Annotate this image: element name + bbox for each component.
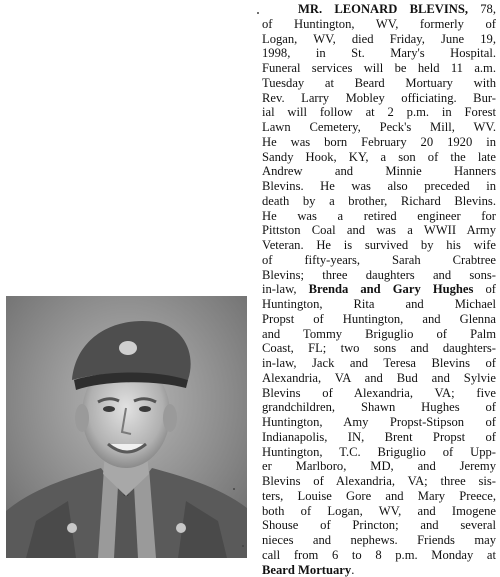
obituary-line: Blevins. He was also preceded in — [262, 179, 496, 194]
obituary-line: Rev. Larry Mobley officiating. Bur- — [262, 91, 496, 106]
obituary-line: Beard Mortuary. — [262, 563, 496, 577]
obituary-line: of fifty-years, Sarah Crabtree — [262, 253, 496, 268]
obituary-line: Funeral services will be held 11 a.m. — [262, 61, 496, 76]
print-speck — [257, 12, 259, 14]
obituary-line: Blevins of Alexandria, VA; five — [262, 386, 496, 401]
portrait-soldier-image — [6, 296, 247, 558]
obituary-line: Shouse of Princton; and several — [262, 518, 496, 533]
obituary-line: Pittston Coal and was a WWII Army — [262, 223, 496, 238]
obituary-line: He was a retired engineer for — [262, 209, 496, 224]
print-speck — [242, 545, 244, 547]
obituary-line: and Tommy Briguglio of Palm — [262, 327, 496, 342]
obituary-line: of Huntington, WV, formerly of — [262, 17, 496, 32]
print-speck — [233, 488, 235, 490]
obituary-line: Coast, FL; two sons and daughters- — [262, 341, 496, 356]
obituary-line: Logan, WV, died Friday, June 19, — [262, 32, 496, 47]
obituary-line: Alexandria, VA and Bud and Sylvie — [262, 371, 496, 386]
obituary-line: Blevins of Alexandria, VA; three sis- — [262, 474, 496, 489]
obituary-line: death by a brother, Richard Blevins. — [262, 194, 496, 209]
obituary-line: ters, Louise Gore and Mary Preece, — [262, 489, 496, 504]
obituary-line: Huntington, Amy Propst-Stipson of — [262, 415, 496, 430]
obituary-photo — [6, 296, 247, 558]
obituary-line: Indianapolis, IN, Brent Propst of — [262, 430, 496, 445]
obituary-line: in-law, Jack and Teresa Blevins of — [262, 356, 496, 371]
obituary-line: Blevins; three daughters and sons- — [262, 268, 496, 283]
obituary-line: call from 6 to 8 p.m. Monday at — [262, 548, 496, 563]
mortuary-name: Beard Mortuary — [262, 563, 351, 577]
obituary-line: Veteran. He is survived by his wife — [262, 238, 496, 253]
decedent-name: MR. LEONARD BLEVINS, — [298, 2, 468, 16]
obituary-line: er Marlboro, MD, and Jeremy — [262, 459, 496, 474]
obituary-text — [262, 2, 496, 577]
obituary-line: nieces and nephews. Friends may — [262, 533, 496, 548]
obituary-line: Huntington, T.C. Briguglio of Upp- — [262, 445, 496, 460]
obituary-line: Tuesday at Beard Mortuary with — [262, 76, 496, 91]
obituary-line: in-law, Brenda and Gary Hughes of — [262, 282, 496, 297]
obituary-line: Lawn Cemetery, Peck's Mill, WV. — [262, 120, 496, 135]
survivor-name-bold: Brenda and Gary Hughes — [309, 282, 474, 296]
obituary-line: grandchildren, Shawn Hughes of — [262, 400, 496, 415]
obituary-line: Huntington, Rita and Michael — [262, 297, 496, 312]
obituary-line: Sandy Hook, KY, a son of the late — [262, 150, 496, 165]
obituary-line: both of Logan, WV, and Imogene — [262, 504, 496, 519]
obituary-line: Propst of Huntington, and Glenna — [262, 312, 496, 327]
obituary-line: 1998, in St. Mary's Hospital. — [262, 46, 496, 61]
obituary-line: He was born February 20 1920 in — [262, 135, 496, 150]
obituary-line: Andrew and Minnie Hanners — [262, 164, 496, 179]
obituary-line: ial will follow at 2 p.m. in Forest — [262, 105, 496, 120]
obituary-line: MR. LEONARD BLEVINS, 78, — [262, 2, 496, 17]
